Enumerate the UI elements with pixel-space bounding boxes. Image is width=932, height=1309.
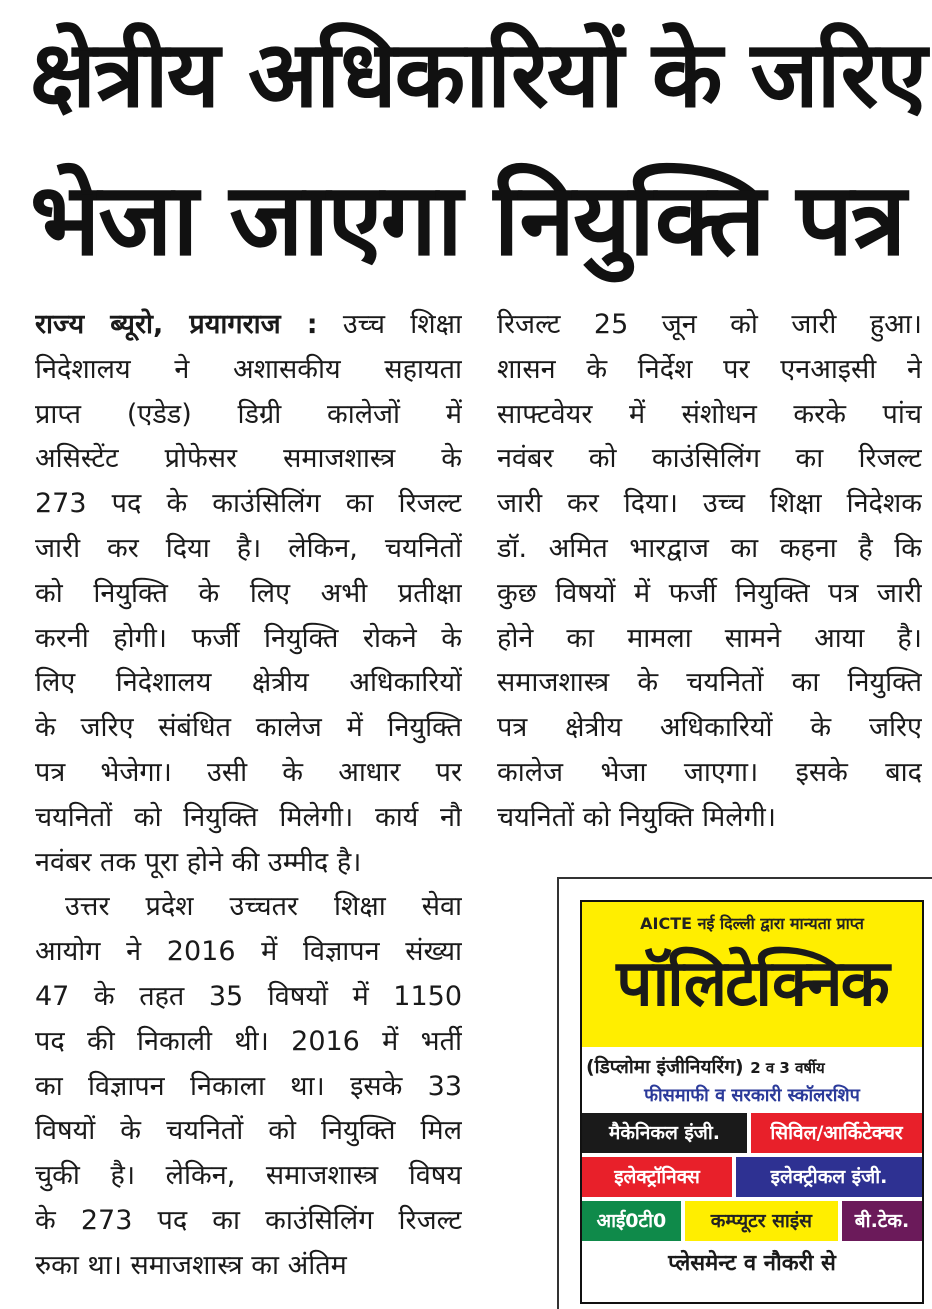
article-line: साफ्टवेयर में संशोधन करके पांच [497, 398, 922, 430]
article-line: का विज्ञापन निकाला था। इसके 33 [35, 1070, 462, 1102]
article-line [35, 303, 462, 348]
article-line: लिए निदेशालय क्षेत्रीय अधिकारियों [35, 667, 462, 699]
ad-course: आई0टी0 [582, 1201, 681, 1241]
ad-fee-waiver: फीसमाफी व सरकारी स्कॉलरशिप [644, 1085, 860, 1106]
article-line: पद की निकाली थी। 2016 में भर्ती [35, 1025, 462, 1057]
article-line: समाजशास्त्र के चयनितों का नियुक्ति [497, 667, 922, 699]
article-line: प्राप्त (एडेड) डिग्री कालेजों में [35, 398, 462, 430]
article-line: के जरिए संबंधित कालेज में नियुक्ति [35, 712, 462, 744]
ad-course: बी.टेक. [842, 1201, 922, 1241]
article-line: पत्र क्षेत्रीय अधिकारियों के जरिए [497, 712, 922, 744]
article-column-right [497, 303, 922, 841]
article-line: आयोग ने 2016 में विज्ञापन संख्या [35, 936, 462, 968]
article-text: उच्च शिक्षा [317, 309, 462, 340]
ad-diploma: (डिप्लोमा इंजीनियरिंग) [586, 1056, 744, 1078]
article-line: पत्र भेजेगा। उसी के आधार पर [35, 756, 462, 788]
ad-accreditation: AICTE नई दिल्ली द्वारा मान्यता प्राप्त [640, 914, 864, 933]
ad-title: पॉलिटेक्निक [616, 947, 888, 1021]
article-line: नवंबर को काउंसिलिंग का रिजल्ट [497, 443, 922, 475]
ad-course: कम्प्यूटर साइंस [685, 1201, 838, 1241]
ad-diploma-line [582, 1047, 922, 1079]
article-line: निदेशालय ने अशासकीय सहायता [35, 353, 462, 385]
article-line: चयनितों को नियुक्ति मिलेगी। कार्य नौ [35, 801, 462, 833]
ad-duration: 2 व 3 वर्षीय [750, 1059, 825, 1077]
ad-course: इलेक्ट्रॉनिक्स [582, 1157, 732, 1197]
article-line: कुछ विषयों में फर्जी नियुक्ति पत्र जारी [497, 577, 922, 609]
ad-course-row [582, 1201, 922, 1241]
article-line: चुकी है। लेकिन, समाजशास्त्र विषय [35, 1160, 462, 1192]
article-line: नवंबर तक पूरा होने की उम्मीद है। [35, 846, 362, 878]
article-line: होने का मामला सामने आया है। [497, 622, 922, 654]
article-line: चयनितों को नियुक्ति मिलेगी। [497, 801, 777, 833]
article-line: असिस्टेंट प्रोफेसर समाजशास्त्र के [35, 443, 462, 475]
article-line: 47 के तहत 35 विषयों में 1150 [35, 980, 462, 1012]
headline-line-1: क्षेत्रीय अधिकारियों के जरिए [30, 21, 926, 128]
article-line: जारी कर दिया है। लेकिन, चयनितों [35, 532, 462, 564]
article-line: कालेज भेजा जाएगा। इसके बाद [497, 756, 922, 788]
dateline: राज्य ब्यूरो, प्रयागराज : [35, 309, 318, 340]
article-line: डॉ. अमित भारद्वाज का कहना है कि [497, 532, 922, 564]
article-line: को नियुक्ति के लिए अभी प्रतीक्षा [35, 577, 462, 609]
article-line: के 273 पद का काउंसिलिंग रिजल्ट [35, 1204, 462, 1236]
headline-line-2: भेजा जाएगा नियुक्ति पत्र [30, 161, 905, 278]
article-line: उत्तर प्रदेश उच्चतर शिक्षा सेवा [65, 891, 462, 923]
ad-course-row [582, 1113, 922, 1153]
article-line: रुका था। समाजशास्त्र का अंतिम [35, 1249, 347, 1281]
ad-placement: प्लेसमेन्ट व नौकरी से [668, 1251, 836, 1276]
ad-courses [582, 1113, 922, 1241]
ad-course: इलेक्ट्रीकल इंजी. [736, 1157, 922, 1197]
article-column-left [35, 303, 462, 1289]
article-line: शासन के निर्देश पर एनआइसी ने [497, 353, 922, 385]
article-line: जारी कर दिया। उच्च शिक्षा निदेशक [497, 488, 922, 520]
article-line: करनी होगी। फर्जी नियुक्ति रोकने के [35, 622, 462, 654]
polytechnic-advertisement [580, 900, 924, 1304]
ad-course-row [582, 1157, 922, 1197]
article-line: रिजल्ट 25 जून को जारी हुआ। [497, 309, 922, 340]
ad-header [582, 902, 922, 1047]
article-line: 273 पद के काउंसिलिंग का रिजल्ट [35, 488, 462, 520]
ad-course: सिविल/आर्किटेक्चर [751, 1113, 922, 1153]
article-line: विषयों के चयनितों को नियुक्ति मिल [35, 1115, 462, 1147]
ad-course: मैकेनिकल इंजी. [582, 1113, 747, 1153]
